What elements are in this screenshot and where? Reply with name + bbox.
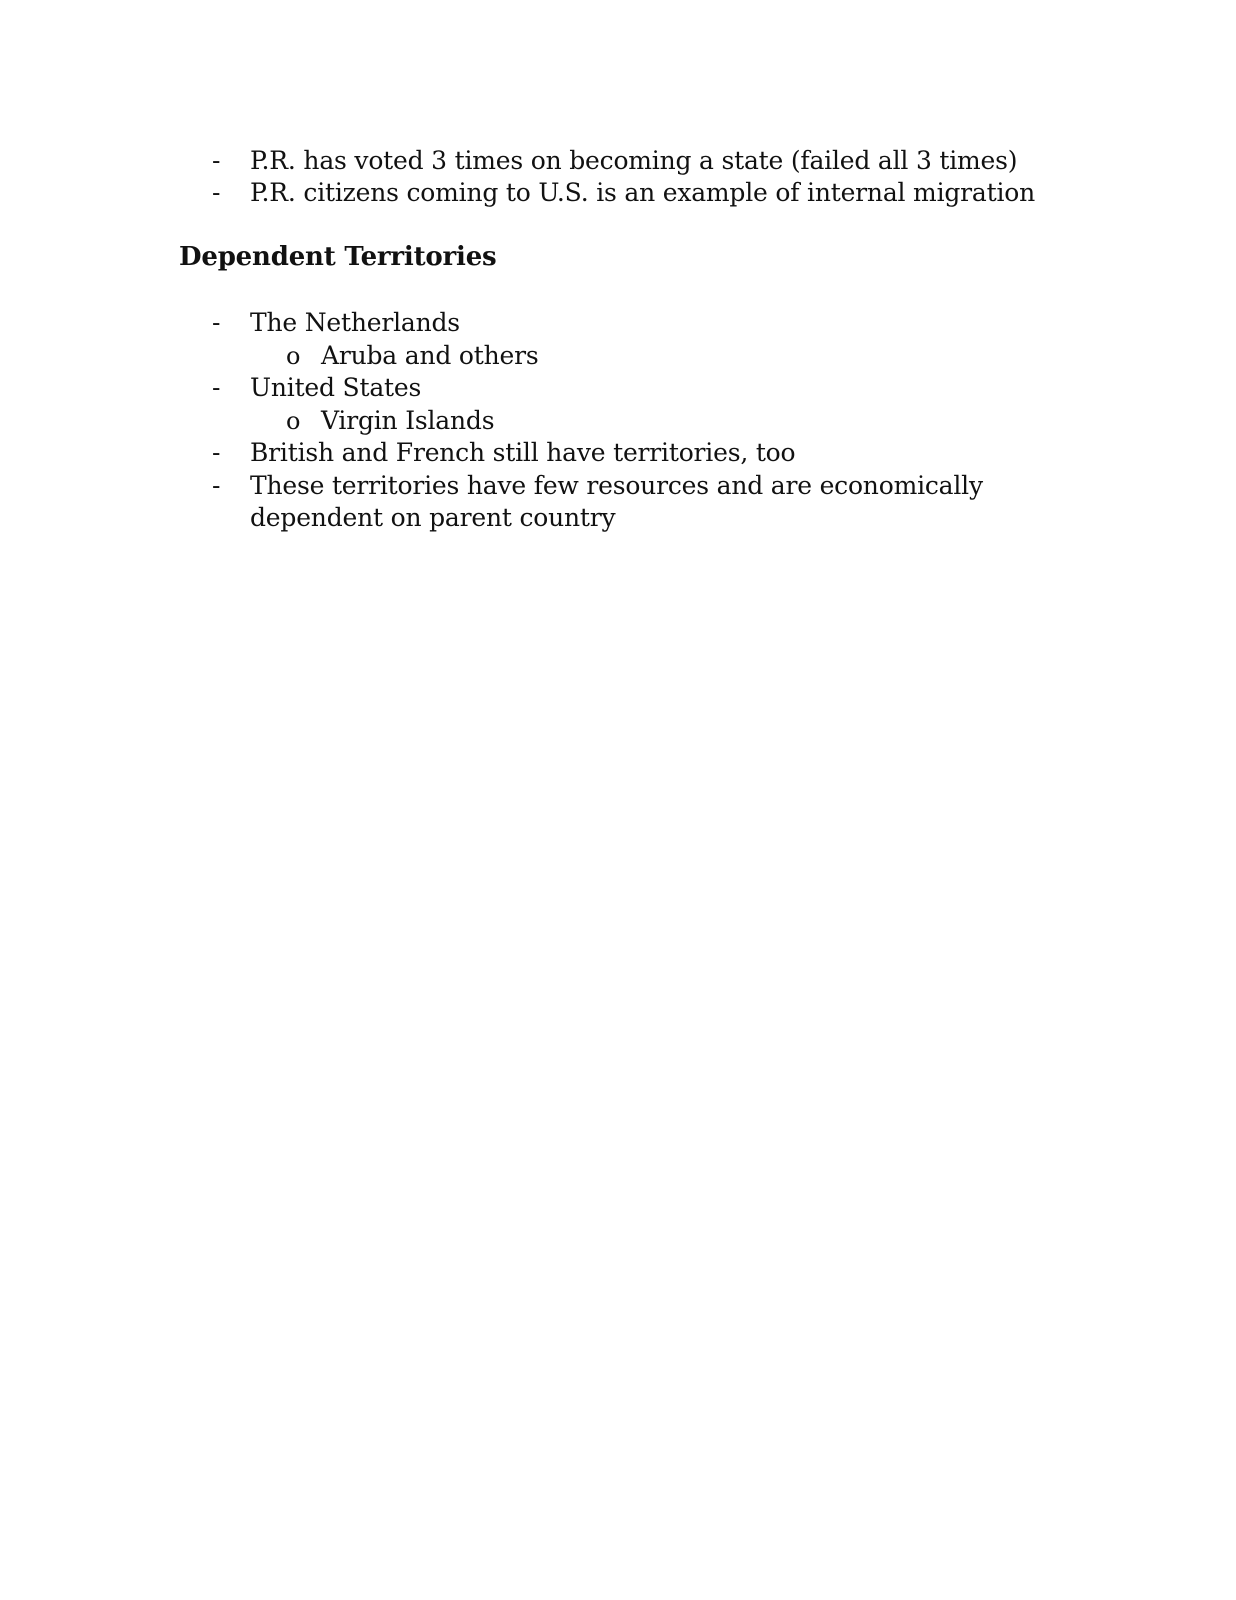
list-item-text: United States [250, 373, 422, 402]
list-item-text: These territories have few resources and are economically [250, 471, 983, 500]
list-item-text: The Netherlands [250, 308, 460, 337]
bullet-dash: - [212, 438, 221, 467]
sub-list-item-text: Virgin Islands [321, 406, 495, 435]
bullet-dash: - [212, 146, 221, 175]
sub-bullet-circle: o [286, 342, 301, 370]
list-item-text: British and French still have territories, too [250, 438, 796, 467]
section-heading: Dependent Territories [179, 242, 497, 272]
bullet-dash: - [212, 471, 221, 500]
list-item-continuation: dependent on parent country [250, 503, 616, 532]
bullet-dash: - [212, 178, 221, 207]
bullet-dash: - [212, 373, 221, 402]
list-item-text: P.R. citizens coming to U.S. is an example of internal migration [250, 178, 1036, 207]
list-item-text: P.R. has voted 3 times on becoming a state (failed all 3 times) [250, 146, 1018, 175]
bullet-dash: - [212, 308, 221, 337]
sub-list-item-text: Aruba and others [321, 341, 539, 370]
sub-bullet-circle: o [286, 407, 301, 435]
